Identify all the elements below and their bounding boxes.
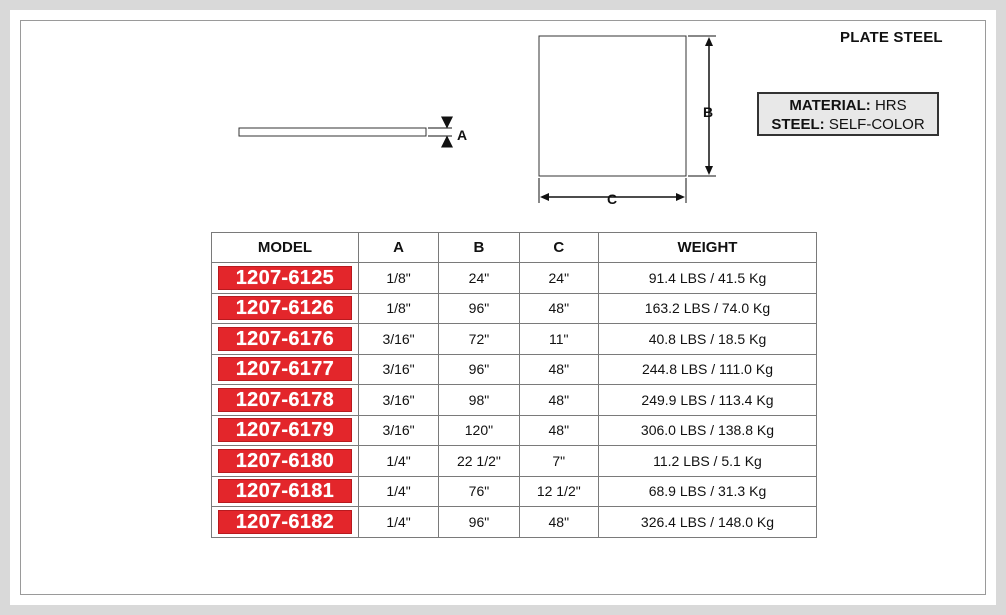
dimension-a-cell: 1/4" — [358, 446, 438, 477]
dimension-c-cell: 48" — [519, 415, 598, 446]
model-number-link[interactable]: 1207-6181 — [218, 479, 352, 503]
dimension-a-cell: 1/8" — [358, 293, 438, 324]
table-row — [212, 324, 817, 355]
dimension-b-cell: 76" — [439, 476, 519, 507]
dimension-b-cell: 72" — [439, 324, 519, 355]
table-header-row — [212, 233, 817, 263]
plate-top-view — [539, 36, 686, 176]
model-cell — [212, 385, 359, 416]
dim-c-label: C — [607, 191, 618, 207]
header-model: MODEL — [212, 233, 359, 263]
dimension-a-cell: 1/8" — [358, 263, 438, 294]
dimension-c-cell: 48" — [519, 354, 598, 385]
dimension-b-cell: 24" — [439, 263, 519, 294]
model-number-link[interactable]: 1207-6179 — [218, 418, 352, 442]
weight-cell: 91.4 LBS / 41.5 Kg — [598, 263, 816, 294]
page-title: PLATE STEEL — [840, 29, 943, 46]
dimension-b-cell: 98" — [439, 385, 519, 416]
header-weight: WEIGHT — [598, 233, 816, 263]
table-row — [212, 293, 817, 324]
model-number-link[interactable]: 1207-6178 — [218, 388, 352, 412]
dimension-c-cell: 7" — [519, 446, 598, 477]
dimension-b-cell: 96" — [439, 293, 519, 324]
material-line — [759, 96, 937, 115]
model-cell — [212, 415, 359, 446]
header-c: C — [519, 233, 598, 263]
steel-label: STEEL: — [771, 116, 825, 133]
material-spec-box — [757, 92, 939, 136]
plate-side-view — [239, 128, 426, 136]
weight-cell: 249.9 LBS / 113.4 Kg — [598, 385, 816, 416]
dimension-a-cell: 1/4" — [358, 476, 438, 507]
weight-cell: 40.8 LBS / 18.5 Kg — [598, 324, 816, 355]
weight-cell: 244.8 LBS / 111.0 Kg — [598, 354, 816, 385]
dimension-a-cell: 3/16" — [358, 354, 438, 385]
steel-line — [759, 115, 937, 134]
table-row — [212, 354, 817, 385]
weight-cell: 163.2 LBS / 74.0 Kg — [598, 293, 816, 324]
header-b: B — [439, 233, 519, 263]
table-row — [212, 507, 817, 538]
weight-cell: 68.9 LBS / 31.3 Kg — [598, 476, 816, 507]
dimension-c-cell: 11" — [519, 324, 598, 355]
model-number-link[interactable]: 1207-6176 — [218, 327, 352, 351]
dimension-c-cell: 12 1/2" — [519, 476, 598, 507]
dimension-c-cell: 48" — [519, 385, 598, 416]
dimension-b-cell: 96" — [439, 354, 519, 385]
dimension-b-cell: 96" — [439, 507, 519, 538]
weight-cell: 306.0 LBS / 138.8 Kg — [598, 415, 816, 446]
weight-cell: 326.4 LBS / 148.0 Kg — [598, 507, 816, 538]
dimension-c-cell: 48" — [519, 507, 598, 538]
model-cell — [212, 324, 359, 355]
model-cell — [212, 263, 359, 294]
header-a: A — [358, 233, 438, 263]
table-row — [212, 415, 817, 446]
material-label: MATERIAL: — [789, 97, 871, 114]
model-cell — [212, 507, 359, 538]
model-number-link[interactable]: 1207-6125 — [218, 266, 352, 290]
dimension-a-cell: 3/16" — [358, 385, 438, 416]
spec-table — [211, 232, 817, 538]
dimension-a-cell: 3/16" — [358, 415, 438, 446]
dimension-b-cell: 22 1/2" — [439, 446, 519, 477]
weight-cell: 11.2 LBS / 5.1 Kg — [598, 446, 816, 477]
table-row — [212, 476, 817, 507]
model-cell — [212, 354, 359, 385]
table-row — [212, 263, 817, 294]
model-cell — [212, 446, 359, 477]
model-number-link[interactable]: 1207-6182 — [218, 510, 352, 534]
dim-a-label: A — [457, 127, 468, 143]
dim-b-label: B — [703, 104, 714, 120]
material-value: HRS — [874, 97, 907, 114]
steel-value: SELF-COLOR — [828, 116, 925, 133]
model-number-link[interactable]: 1207-6180 — [218, 449, 352, 473]
dimension-c-cell: 48" — [519, 293, 598, 324]
dimension-c-cell: 24" — [519, 263, 598, 294]
dimension-b-cell: 120" — [439, 415, 519, 446]
model-number-link[interactable]: 1207-6177 — [218, 357, 352, 381]
dimension-a-cell: 3/16" — [358, 324, 438, 355]
model-number-link[interactable]: 1207-6126 — [218, 296, 352, 320]
table-row — [212, 385, 817, 416]
model-cell — [212, 476, 359, 507]
dimension-a-cell: 1/4" — [358, 507, 438, 538]
model-cell — [212, 293, 359, 324]
table-row — [212, 446, 817, 477]
